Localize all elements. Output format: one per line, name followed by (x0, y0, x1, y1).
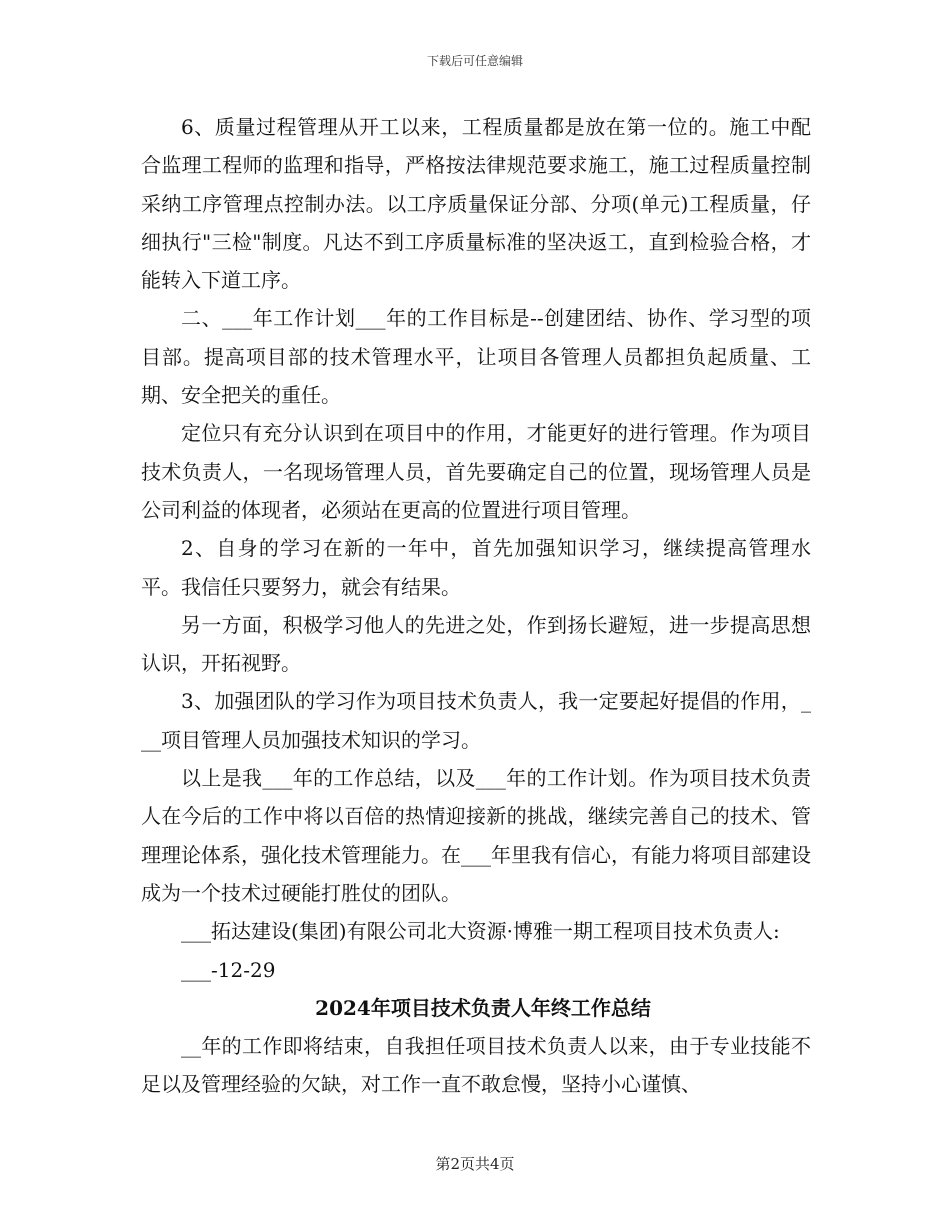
paragraph-quality-management: 6、质量过程管理从开工以来，工程质量都是放在第一位的。施工中配合监理工程师的监理和指导，严格按法律规范要求施工，施工过程质量控制采纳工序管理点控制办法。以工序质量保证分部、分项(单元)工程质量，仔细执行"三检"制度。凡达不到工序质量标准的坚决返工，直到检验合格，才能转入下道工序。 (141, 115, 811, 293)
paragraph-summary-conclusion: 以上是我___年的工作总结，以及___年的工作计划。作为项目技术负责人在今后的工作中将以百倍的热情迎接新的挑战，继续完善自己的技术、管理理论体系，强化技术管理能力。在___年里我有信心，有能力将项目部建设成为一个技术过硬能打胜仗的团队。 (141, 766, 811, 905)
paragraph-date: ___-12-29 (181, 957, 276, 982)
document-body (141, 108, 811, 1104)
page-header: 下载后可任意编辑 (426, 54, 523, 68)
paragraph-signature: ___拓达建设(集团)有限公司北大资源·博雅一期工程项目技术负责人: (181, 919, 780, 944)
paragraph-intro: __年的工作即将结束，自我担任项目技术负责人以来，由于专业技能不足以及管理经验的欠缺，对工作一直不敢怠慢，坚持小心谨慎、 (141, 1034, 811, 1097)
paragraph-work-plan: 二、___年工作计划___年的工作目标是--创建团结、协作、学习型的项目部。提高项目部的技术管理水平，让项目各管理人员都担负起质量、工期、安全把关的重任。 (141, 306, 811, 408)
paragraph-positioning: 定位只有充分认识到在项目中的作用，才能更好的进行管理。作为项目技术负责人，一名现场管理人员，首先要确定自己的位置，现场管理人员是公司利益的体现者，必须站在更高的位置进行项目管理。 (141, 421, 811, 522)
section-title: 2024年项目技术负责人年终工作总结 (315, 995, 651, 1020)
page-number: 第2页共4页 (435, 1155, 515, 1173)
paragraph-team-study: 3、加强团队的学习作为项目技术负责人，我一定要起好提倡的作用，___项目管理人员加强技术知识的学习。 (141, 689, 811, 752)
paragraph-learn-from-others: 另一方面，积极学习他人的先进之处，作到扬长避短，进一步提高思想认识，开拓视野。 (141, 612, 811, 676)
paragraph-self-study: 2、自身的学习在新的一年中，首先加强知识学习，继续提高管理水平。我信任只要努力，就会有结果。 (141, 536, 811, 599)
